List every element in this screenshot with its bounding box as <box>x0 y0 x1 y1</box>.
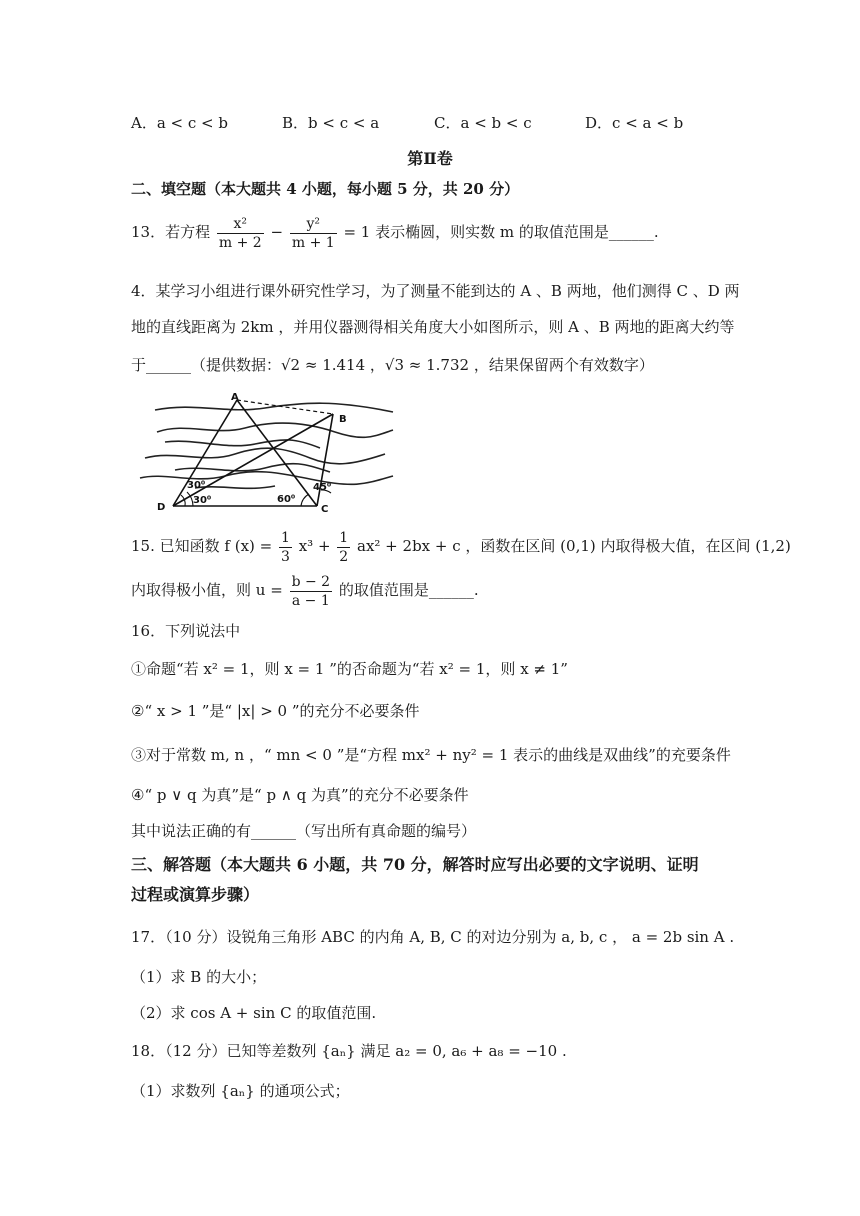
q15-frac3-den: a − 1 <box>291 592 330 609</box>
q15-frac2-den: 2 <box>339 548 349 565</box>
q15-mid-2: ax² + 2bx + c ，函数在区间 (0,1) 内取得极大值，在区间 (1,2) <box>357 537 791 555</box>
q13-fraction-1 <box>217 215 264 252</box>
q18-part-1: （1）求数列 {aₙ} 的通项公式； <box>131 1082 350 1100</box>
q15-line2-suffix: 的取值范围是______. <box>338 581 479 599</box>
q13-suffix: = 1 表示椭圆，则实数 m 的取值范围是______. <box>343 223 659 241</box>
q17-stem: 17．（10 分）设锐角三角形 ABC 的内角 A, B, C 的对边分别为 a, b, c ， a = 2b sin A . <box>131 928 735 946</box>
q13-frac1-den: m + 2 <box>218 234 262 251</box>
volume-title: 第Ⅱ卷 <box>407 149 453 168</box>
q16-statement-2: ②“ x > 1 ”是“ |x| > 0 ”的充分不必要条件 <box>131 702 420 720</box>
option-a: A．a < c < b <box>131 114 228 132</box>
section3-heading-line-2: 过程或演算步骤） <box>131 885 260 904</box>
q13-frac2-num: y² <box>290 215 337 234</box>
question-13 <box>131 212 659 252</box>
q13-frac2-den: m + 1 <box>291 234 335 251</box>
option-d: D．c < a < b <box>585 114 684 132</box>
q15-frac3-num: b − 2 <box>291 573 331 590</box>
q16-conclusion: 其中说法正确的有______（写出所有真命题的编号） <box>131 822 477 840</box>
q13-prefix: 13．若方程 <box>131 223 211 241</box>
section2-heading: 二、填空题（本大题共 4 小题，每小题 5 分，共 20 分） <box>131 180 520 198</box>
option-c: C．a < b < c <box>434 114 532 132</box>
q13-minus: − <box>270 223 284 241</box>
river-survey-figure <box>135 392 395 514</box>
q15-prefix: 15. 已知函数 f (x) = <box>131 537 273 555</box>
q18-stem: 18．（12 分）已知等差数列 {aₙ} 满足 a₂ = 0, a₆ + a₈ = −10 . <box>131 1042 567 1060</box>
q16-statement-4: ④“ p ∨ q 为真”是“ p ∧ q 为真”的充分不必要条件 <box>131 786 469 804</box>
figure-angle-3: 60⁰ <box>277 494 296 505</box>
q15-frac1-num: 1 <box>281 529 290 546</box>
figure-label-b: B <box>339 414 347 425</box>
q15-fraction-2 <box>337 529 350 566</box>
q15-fraction-1 <box>279 529 292 566</box>
q15-line2-prefix: 内取得极小值，则 u = <box>131 581 283 599</box>
q15-frac2-num: 1 <box>339 529 349 546</box>
q15-line-1 <box>131 526 791 566</box>
q15-fraction-3 <box>290 573 333 610</box>
q14-line-3: 于______（提供数据：√2 ≈ 1.414 ，√3 ≈ 1.732 ，结果保留两个有效数字） <box>131 356 654 374</box>
q13-frac1-num: x² <box>217 215 264 234</box>
q17-part-1: （1）求 B 的大小； <box>131 968 267 986</box>
q15-line-2 <box>131 570 479 610</box>
figure-label-c: C <box>321 504 329 514</box>
q15-frac1-den: 3 <box>281 548 290 565</box>
q16-statement-1: ①命题“若 x² = 1，则 x = 1 ”的否命题为“若 x² = 1，则 x ≠ 1” <box>131 660 568 678</box>
section3-heading-line-1: 三、解答题（本大题共 6 小题，共 70 分，解答时应写出必要的文字说明、证明 <box>131 855 699 874</box>
q15-mid-1: x³ + <box>298 537 331 555</box>
q13-fraction-2 <box>290 215 337 252</box>
figure-label-d: D <box>157 502 166 513</box>
q16-statement-3: ③对于常数 m, n ，“ mn < 0 ”是“方程 mx² + ny² = 1 表示的曲线是双曲线”的充要条件 <box>131 746 731 764</box>
figure-label-a: A <box>231 392 239 403</box>
figure-angle-2: 30⁰ <box>193 495 212 506</box>
figure-angle-4: 45⁰ <box>313 482 332 493</box>
figure-angle-1: 30⁰ <box>187 480 206 491</box>
q14-line-2: 地的直线距离为 2km ，并用仪器测得相关角度大小如图所示，则 A 、B 两地的距离大约等 <box>131 318 735 336</box>
q16-title: 16．下列说法中 <box>131 622 241 640</box>
q14-line-1: 4．某学习小组进行课外研究性学习，为了测量不能到达的 A 、B 两地，他们测得 C 、D 两 <box>131 282 740 300</box>
q17-part-2: （2）求 cos A + sin C 的取值范围. <box>131 1004 377 1022</box>
option-b: B．b < c < a <box>282 114 380 132</box>
